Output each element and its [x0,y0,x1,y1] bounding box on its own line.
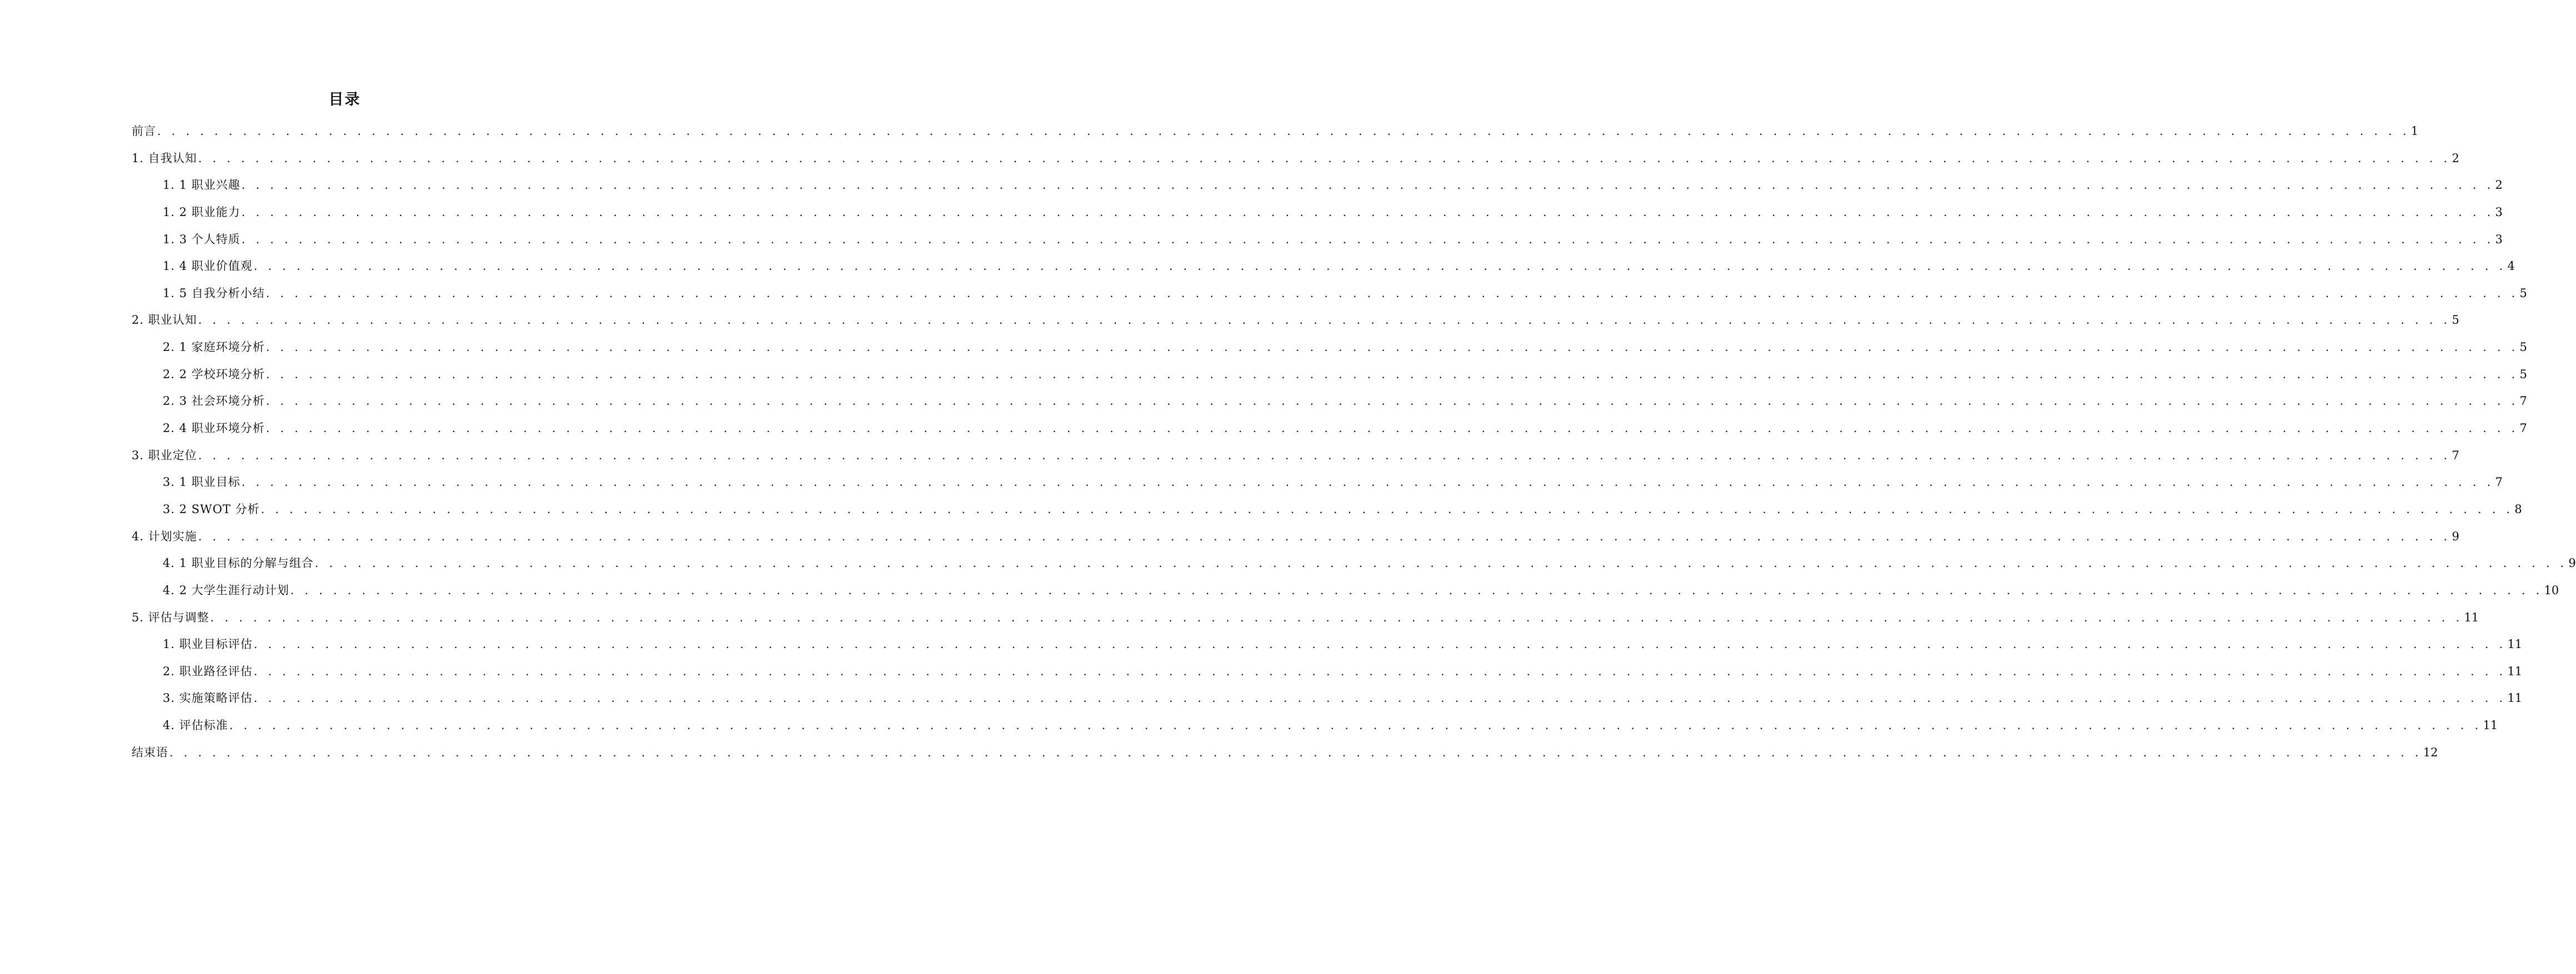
toc-entry[interactable] [132,150,2459,178]
toc-entry-label: 1. 5 自我分析小结 [163,286,265,300]
toc-entry-label: 4. 2 大学生涯行动计划 [163,583,289,597]
toc-entry-label: 4. 1 职业目标的分解与组合 [163,556,314,570]
toc-entry-label: 前言 [132,124,156,138]
toc-entry-page-number: 5 [2452,313,2459,327]
toc-entry-label: 1. 职业目标评估 [163,637,253,651]
toc-entry[interactable] [132,123,2419,150]
toc-dot-leader: . . . . . . . . . . . . . . . . . . . . . . . . . . . . . . . . . . . . . . . . . . . . . . . . . . . . . . . . . . . . . . . . . . . . . . . . . . . . . . . . . . . . . . . . . . . . . . . . . . . . . . . . . . . . . . . . . . . . . . . . . . . . . . . . . . . . . . . . . . . . . . . . . . . . . . . . . . . . . . [210,610,2463,624]
toc-entry-page-number: 7 [2452,448,2459,462]
toc-dot-leader: . . . . . . . . . . . . . . . . . . . . . . . . . . . . . . . . . . . . . . . . . . . . . . . . . . . . . . . . . . . . . . . . . . . . . . . . . . . . . . . . . . . . . . . . . . . . . . . . . . . . . . . . . . . . . . . . . . . . . . . . . . . . . . . . . . . . . . . . . . . . . . . . . . . . . . . . . . . . . . [265,421,2519,435]
toc-dot-leader: . . . . . . . . . . . . . . . . . . . . . . . . . . . . . . . . . . . . . . . . . . . . . . . . . . . . . . . . . . . . . . . . . . . . . . . . . . . . . . . . . . . . . . . . . . . . . . . . . . . . . . . . . . . . . . . . . . . . . . . . . . . . . . . . . . . . . . . . . . . . . . . . . . . . . . . . . . . . . . [314,556,2568,570]
toc-entry-page-number: 8 [2514,502,2522,516]
toc-entry[interactable] [132,610,2479,637]
toc-entry[interactable] [132,555,2576,583]
toc-entry-label: 1. 自我认知 [132,151,197,165]
toc-entry-page-number: 11 [2507,637,2523,651]
toc-entry-label: 3. 实施策略评估 [163,691,253,705]
toc-entry-label: 2. 2 学校环境分析 [163,367,265,381]
toc-entry-page-number: 11 [2464,610,2479,624]
toc-entry-page-number: 11 [2507,664,2523,678]
toc-dot-leader: . . . . . . . . . . . . . . . . . . . . . . . . . . . . . . . . . . . . . . . . . . . . . . . . . . . . . . . . . . . . . . . . . . . . . . . . . . . . . . . . . . . . . . . . . . . . . . . . . . . . . . . . . . . . . . . . . . . . . . . . . . . . . . . . . . . . . . . . . . . . . . . . . . . . . . . . . . . . . . [253,637,2507,651]
toc-entry[interactable] [132,474,2503,501]
toc-dot-leader: . . . . . . . . . . . . . . . . . . . . . . . . . . . . . . . . . . . . . . . . . . . . . . . . . . . . . . . . . . . . . . . . . . . . . . . . . . . . . . . . . . . . . . . . . . . . . . . . . . . . . . . . . . . . . . . . . . . . . . . . . . . . . . . . . . . . . . . . . . . . . . . . . . . . . . . . . . . . . . [290,583,2543,597]
toc-dot-leader: . . . . . . . . . . . . . . . . . . . . . . . . . . . . . . . . . . . . . . . . . . . . . . . . . . . . . . . . . . . . . . . . . . . . . . . . . . . . . . . . . . . . . . . . . . . . . . . . . . . . . . . . . . . . . . . . . . . . . . . . . . . . . . . . . . . . . . . . . . . . . . . . . . . . . . . . . . . . . . [265,394,2519,408]
toc-entry-page-number: 7 [2519,394,2527,408]
toc-entry[interactable] [132,636,2523,664]
toc-entry-label: 结束语 [132,745,168,759]
toc-entry-page-number: 9 [2452,529,2459,543]
toc-entry-page-number: 7 [2495,475,2503,489]
toc-entry-page-number: 1 [2410,124,2419,138]
toc-entry-label: 2. 职业认知 [132,313,197,327]
toc-entry[interactable] [132,717,2498,745]
toc-entry-label: 2. 3 社会环境分析 [163,394,265,408]
toc-dot-leader: . . . . . . . . . . . . . . . . . . . . . . . . . . . . . . . . . . . . . . . . . . . . . . . . . . . . . . . . . . . . . . . . . . . . . . . . . . . . . . . . . . . . . . . . . . . . . . . . . . . . . . . . . . . . . . . . . . . . . . . . . . . . . . . . . . . . . . . . . . . . . . . . . . . . . . . . . . . . . . [241,232,2494,246]
toc-entry-page-number: 9 [2568,556,2576,570]
toc-entry-page-number: 7 [2519,421,2527,435]
toc-dot-leader: . . . . . . . . . . . . . . . . . . . . . . . . . . . . . . . . . . . . . . . . . . . . . . . . . . . . . . . . . . . . . . . . . . . . . . . . . . . . . . . . . . . . . . . . . . . . . . . . . . . . . . . . . . . . . . . . . . . . . . . . . . . . . . . . . . . . . . . . . . . . . . . . . . . . . . . . . . . . . . [253,664,2507,678]
toc-entry-label: 1. 3 个人特质 [163,232,240,246]
toc-dot-leader: . . . . . . . . . . . . . . . . . . . . . . . . . . . . . . . . . . . . . . . . . . . . . . . . . . . . . . . . . . . . . . . . . . . . . . . . . . . . . . . . . . . . . . . . . . . . . . . . . . . . . . . . . . . . . . . . . . . . . . . . . . . . . . . . . . . . . . . . . . . . . . . . . . . . . . . . . . . . . . [241,205,2494,219]
table-of-contents [132,123,2576,771]
toc-dot-leader: . . . . . . . . . . . . . . . . . . . . . . . . . . . . . . . . . . . . . . . . . . . . . . . . . . . . . . . . . . . . . . . . . . . . . . . . . . . . . . . . . . . . . . . . . . . . . . . . . . . . . . . . . . . . . . . . . . . . . . . . . . . . . . . . . . . . . . . . . . . . . . . . . . . . . . . . . . . . . . [265,367,2519,381]
toc-dot-leader: . . . . . . . . . . . . . . . . . . . . . . . . . . . . . . . . . . . . . . . . . . . . . . . . . . . . . . . . . . . . . . . . . . . . . . . . . . . . . . . . . . . . . . . . . . . . . . . . . . . . . . . . . . . . . . . . . . . . . . . . . . . . . . . . . . . . . . . . . . . . . . . . . . . . . . . . . . . . . . [253,259,2507,273]
toc-dot-leader: . . . . . . . . . . . . . . . . . . . . . . . . . . . . . . . . . . . . . . . . . . . . . . . . . . . . . . . . . . . . . . . . . . . . . . . . . . . . . . . . . . . . . . . . . . . . . . . . . . . . . . . . . . . . . . . . . . . . . . . . . . . . . . . . . . . . . . . . . . . . . . . . . . . . . . . . . . . . . . [198,448,2451,462]
toc-dot-leader: . . . . . . . . . . . . . . . . . . . . . . . . . . . . . . . . . . . . . . . . . . . . . . . . . . . . . . . . . . . . . . . . . . . . . . . . . . . . . . . . . . . . . . . . . . . . . . . . . . . . . . . . . . . . . . . . . . . . . . . . . . . . . . . . . . . . . . . . . . . . . . . . . . . . . . . . . . . . . . [198,151,2451,165]
toc-entry-page-number: 11 [2507,691,2523,705]
toc-entry[interactable] [132,420,2527,448]
toc-entry-label: 3. 1 职业目标 [163,475,240,489]
toc-entry-page-number: 5 [2519,286,2527,300]
toc-dot-leader: . . . . . . . . . . . . . . . . . . . . . . . . . . . . . . . . . . . . . . . . . . . . . . . . . . . . . . . . . . . . . . . . . . . . . . . . . . . . . . . . . . . . . . . . . . . . . . . . . . . . . . . . . . . . . . . . . . . . . . . . . . . . . . . . . . . . . . . . . . . . . . . . . . . . . . . . . . . . . . [265,340,2519,354]
toc-entry[interactable] [132,204,2503,232]
toc-entry-label: 2. 职业路径评估 [163,664,253,678]
toc-entry[interactable] [132,232,2503,259]
toc-entry[interactable] [132,339,2527,366]
toc-entry[interactable] [132,366,2527,394]
toc-entry-label: 4. 评估标准 [163,719,228,732]
toc-entry[interactable] [132,312,2459,339]
toc-title: 目录 [328,91,361,108]
toc-entry[interactable] [132,448,2459,475]
toc-entry-page-number: 3 [2495,205,2503,219]
toc-entry-label: 1. 4 职业价值观 [163,259,253,273]
toc-dot-leader: . . . . . . . . . . . . . . . . . . . . . . . . . . . . . . . . . . . . . . . . . . . . . . . . . . . . . . . . . . . . . . . . . . . . . . . . . . . . . . . . . . . . . . . . . . . . . . . . . . . . . . . . . . . . . . . . . . . . . . . . . . . . . . . . . . . . . . . . . . . . . . . . . . . . . . . . . . . . . . [265,286,2519,300]
toc-entry[interactable] [132,501,2522,529]
toc-entry[interactable] [132,664,2523,691]
toc-dot-leader: . . . . . . . . . . . . . . . . . . . . . . . . . . . . . . . . . . . . . . . . . . . . . . . . . . . . . . . . . . . . . . . . . . . . . . . . . . . . . . . . . . . . . . . . . . . . . . . . . . . . . . . . . . . . . . . . . . . . . . . . . . . . . . . . . . . . . . . . . . . . . . . . . . . . . . . . . . . . . . [198,529,2451,543]
toc-dot-leader: . . . . . . . . . . . . . . . . . . . . . . . . . . . . . . . . . . . . . . . . . . . . . . . . . . . . . . . . . . . . . . . . . . . . . . . . . . . . . . . . . . . . . . . . . . . . . . . . . . . . . . . . . . . . . . . . . . . . . . . . . . . . . . . . . . . . . . . . . . . . . . . . . . . . . . . . . . . . . . [157,124,2410,138]
toc-entry[interactable] [132,690,2523,717]
toc-entry-page-number: 5 [2519,340,2527,354]
toc-entry[interactable] [132,529,2459,556]
toc-dot-leader: . . . . . . . . . . . . . . . . . . . . . . . . . . . . . . . . . . . . . . . . . . . . . . . . . . . . . . . . . . . . . . . . . . . . . . . . . . . . . . . . . . . . . . . . . . . . . . . . . . . . . . . . . . . . . . . . . . . . . . . . . . . . . . . . . . . . . . . . . . . . . . . . . . . . . . . . . . . . . . [229,719,2482,732]
toc-entry-page-number: 2 [2495,178,2503,192]
toc-entry-page-number: 12 [2423,745,2438,759]
toc-entry-label: 2. 1 家庭环境分析 [163,340,265,354]
toc-entry-page-number: 5 [2519,367,2527,381]
toc-entry[interactable] [132,258,2515,285]
toc-entry-page-number: 11 [2483,719,2498,732]
toc-entry-page-number: 4 [2507,259,2515,273]
toc-entry-label: 2. 4 职业环境分析 [163,421,265,435]
toc-dot-leader: . . . . . . . . . . . . . . . . . . . . . . . . . . . . . . . . . . . . . . . . . . . . . . . . . . . . . . . . . . . . . . . . . . . . . . . . . . . . . . . . . . . . . . . . . . . . . . . . . . . . . . . . . . . . . . . . . . . . . . . . . . . . . . . . . . . . . . . . . . . . . . . . . . . . . . . . . . . . . . [260,502,2514,516]
toc-entry-label: 1. 1 职业兴趣 [163,178,240,192]
toc-entry[interactable] [132,745,2438,772]
toc-entry-label: 5. 评估与调整 [132,610,209,624]
toc-dot-leader: . . . . . . . . . . . . . . . . . . . . . . . . . . . . . . . . . . . . . . . . . . . . . . . . . . . . . . . . . . . . . . . . . . . . . . . . . . . . . . . . . . . . . . . . . . . . . . . . . . . . . . . . . . . . . . . . . . . . . . . . . . . . . . . . . . . . . . . . . . . . . . . . . . . . . . . . . . . . . . [198,313,2451,327]
toc-entry-label: 4. 计划实施 [132,529,197,543]
toc-dot-leader: . . . . . . . . . . . . . . . . . . . . . . . . . . . . . . . . . . . . . . . . . . . . . . . . . . . . . . . . . . . . . . . . . . . . . . . . . . . . . . . . . . . . . . . . . . . . . . . . . . . . . . . . . . . . . . . . . . . . . . . . . . . . . . . . . . . . . . . . . . . . . . . . . . . . . . . . . . . . . . [253,691,2507,705]
toc-entry-label: 1. 2 职业能力 [163,205,240,219]
toc-entry-label: 3. 2 SWOT 分析 [163,502,260,516]
toc-dot-leader: . . . . . . . . . . . . . . . . . . . . . . . . . . . . . . . . . . . . . . . . . . . . . . . . . . . . . . . . . . . . . . . . . . . . . . . . . . . . . . . . . . . . . . . . . . . . . . . . . . . . . . . . . . . . . . . . . . . . . . . . . . . . . . . . . . . . . . . . . . . . . . . . . . . . . . . . . . . . . . [241,475,2494,489]
toc-entry[interactable] [132,177,2503,204]
toc-entry[interactable] [132,393,2527,420]
toc-entry-label: 3. 职业定位 [132,448,197,462]
toc-entry-page-number: 3 [2495,232,2503,246]
toc-entry[interactable] [132,285,2527,313]
toc-entry[interactable] [132,583,2559,610]
toc-dot-leader: . . . . . . . . . . . . . . . . . . . . . . . . . . . . . . . . . . . . . . . . . . . . . . . . . . . . . . . . . . . . . . . . . . . . . . . . . . . . . . . . . . . . . . . . . . . . . . . . . . . . . . . . . . . . . . . . . . . . . . . . . . . . . . . . . . . . . . . . . . . . . . . . . . . . . . . . . . . . . . [241,178,2494,192]
toc-entry-page-number: 2 [2452,151,2459,165]
toc-dot-leader: . . . . . . . . . . . . . . . . . . . . . . . . . . . . . . . . . . . . . . . . . . . . . . . . . . . . . . . . . . . . . . . . . . . . . . . . . . . . . . . . . . . . . . . . . . . . . . . . . . . . . . . . . . . . . . . . . . . . . . . . . . . . . . . . . . . . . . . . . . . . . . . . . . . . . . . . . . . . . . [169,745,2422,759]
toc-entry-page-number: 10 [2544,583,2559,597]
